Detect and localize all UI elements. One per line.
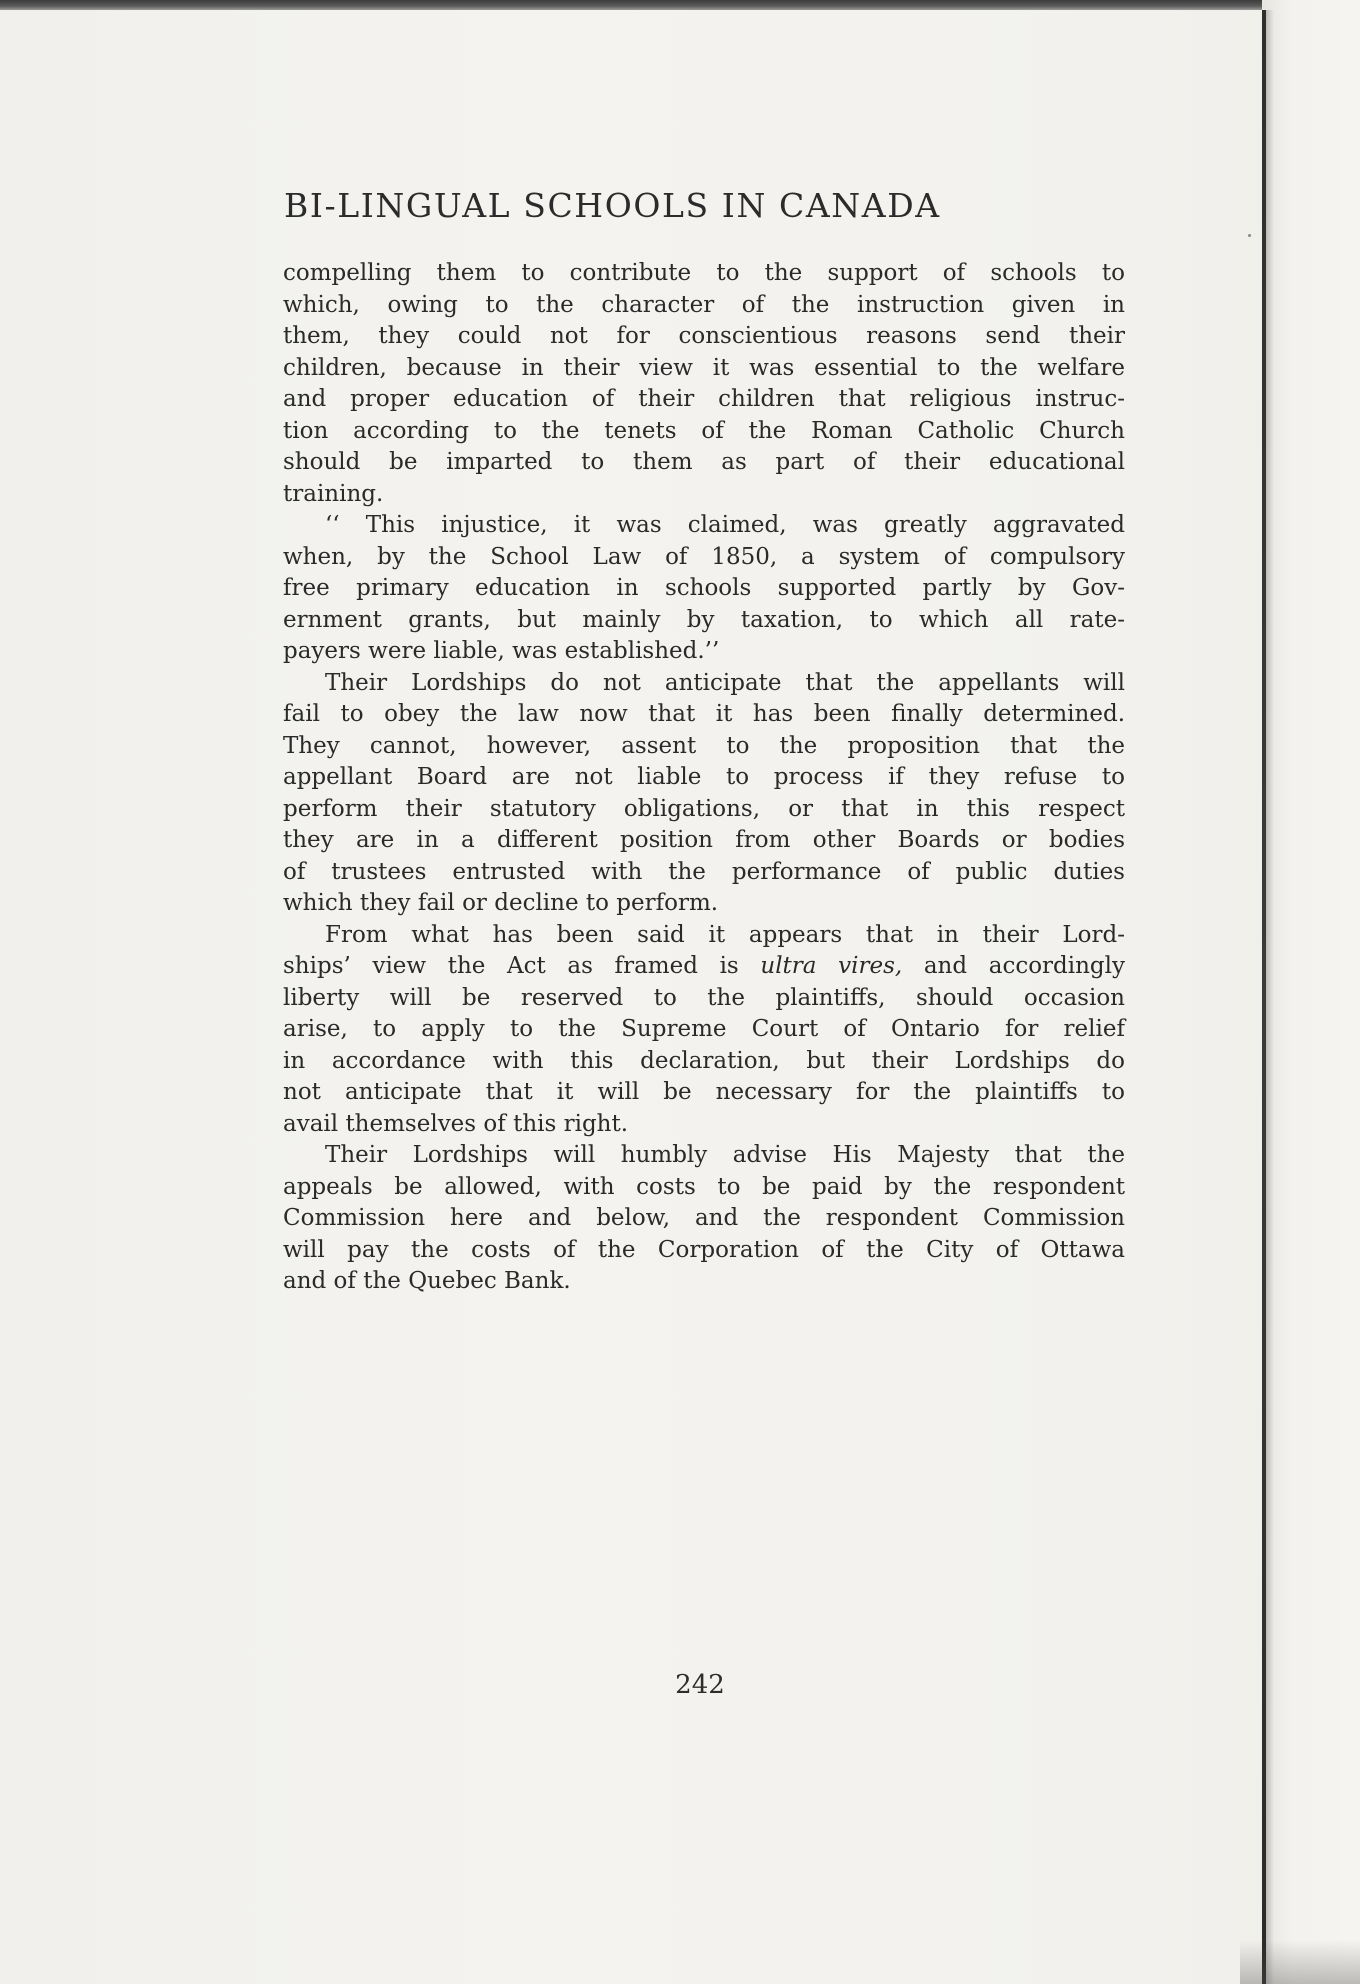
text-line: should be imparted to them as part of their educational	[283, 449, 1125, 475]
text-line: which, owing to the character of the instruction given in	[283, 291, 1125, 318]
text-line: and proper education of their children that religious instruc-	[283, 386, 1125, 412]
page-corner-curl	[1240, 1940, 1360, 1984]
text-line: appellant Board are not liable to process if they refuse to	[283, 764, 1125, 790]
paragraph-4	[283, 920, 1125, 1141]
text-line: and of the Quebec Bank.	[283, 1268, 571, 1294]
scan-top-edge	[0, 0, 1360, 10]
page-fold-shadow	[1266, 10, 1274, 1984]
text-line: appeals be allowed, with costs to be paid by the respondent	[283, 1173, 1125, 1200]
text-line: when, by the School Law of 1850, a system of compulsory	[283, 543, 1125, 570]
running-title: BI-LINGUAL SCHOOLS IN CANADA	[284, 186, 941, 225]
text-line: them, they could not for conscientious reasons send their	[283, 323, 1125, 349]
text-line: compelling them to contribute to the support of schools to	[283, 260, 1125, 286]
text-line: arise, to apply to the Supreme Court of Ontario for relief	[283, 1016, 1125, 1042]
paragraph-1	[283, 258, 1125, 510]
text-line: Their Lordships will humbly advise His Majesty that the	[325, 1142, 1125, 1168]
paragraph-3	[283, 668, 1125, 920]
paragraph-2	[283, 510, 1125, 668]
text-segment: and accordingly	[902, 953, 1126, 979]
text-line: avail themselves of this right.	[283, 1110, 629, 1137]
text-line: ernment grants, but mainly by taxation, to which all rate-	[283, 606, 1125, 633]
adjacent-page-strip	[1262, 0, 1360, 1984]
text-line: of trustees entrusted with the performance of public duties	[283, 858, 1125, 885]
text-line: training.	[283, 480, 384, 507]
text-line: payers were liable, was established.’’	[283, 638, 720, 664]
page-number: 242	[675, 1670, 725, 1700]
text-line: perform their statutory obligations, or that in this respect	[283, 795, 1125, 822]
text-line: free primary education in schools supported partly by Gov-	[283, 575, 1125, 601]
text-line: They cannot, however, assent to the proposition that the	[283, 732, 1125, 759]
text-line: in accordance with this declaration, but their Lordships do	[283, 1047, 1125, 1074]
text-line: Commission here and below, and the respondent Commission	[283, 1205, 1125, 1231]
text-line: children, because in their view it was essential to the welfare	[283, 354, 1125, 381]
latin-phrase: ultra vires,	[760, 953, 903, 979]
text-line: liberty will be reserved to the plaintiffs, should occasion	[283, 984, 1125, 1011]
text-line: Their Lordships do not anticipate that the appellants will	[325, 669, 1125, 696]
text-line: which they fail or decline to perform.	[283, 890, 719, 916]
text-segment: ships’ view the Act as framed is	[283, 953, 761, 979]
text-line: fail to obey the law now that it has been finally determined.	[283, 701, 1125, 727]
text-line: tion according to the tenets of the Roman Catholic Church	[283, 417, 1125, 444]
text-line: From what has been said it appears that in their Lord-	[325, 921, 1125, 948]
paragraph-5	[283, 1140, 1125, 1298]
text-line: will pay the costs of the Corporation of the City of Ottawa	[283, 1236, 1125, 1263]
text-line: they are in a different position from other Boards or bodies	[283, 827, 1125, 853]
text-line: not anticipate that it will be necessary for the plaintiffs to	[283, 1079, 1125, 1105]
scan-speck	[1248, 234, 1251, 237]
text-line	[283, 951, 1125, 983]
text-line: ‘‘ This injustice, it was claimed, was greatly aggravated	[325, 512, 1125, 538]
body-text	[283, 258, 1125, 1298]
